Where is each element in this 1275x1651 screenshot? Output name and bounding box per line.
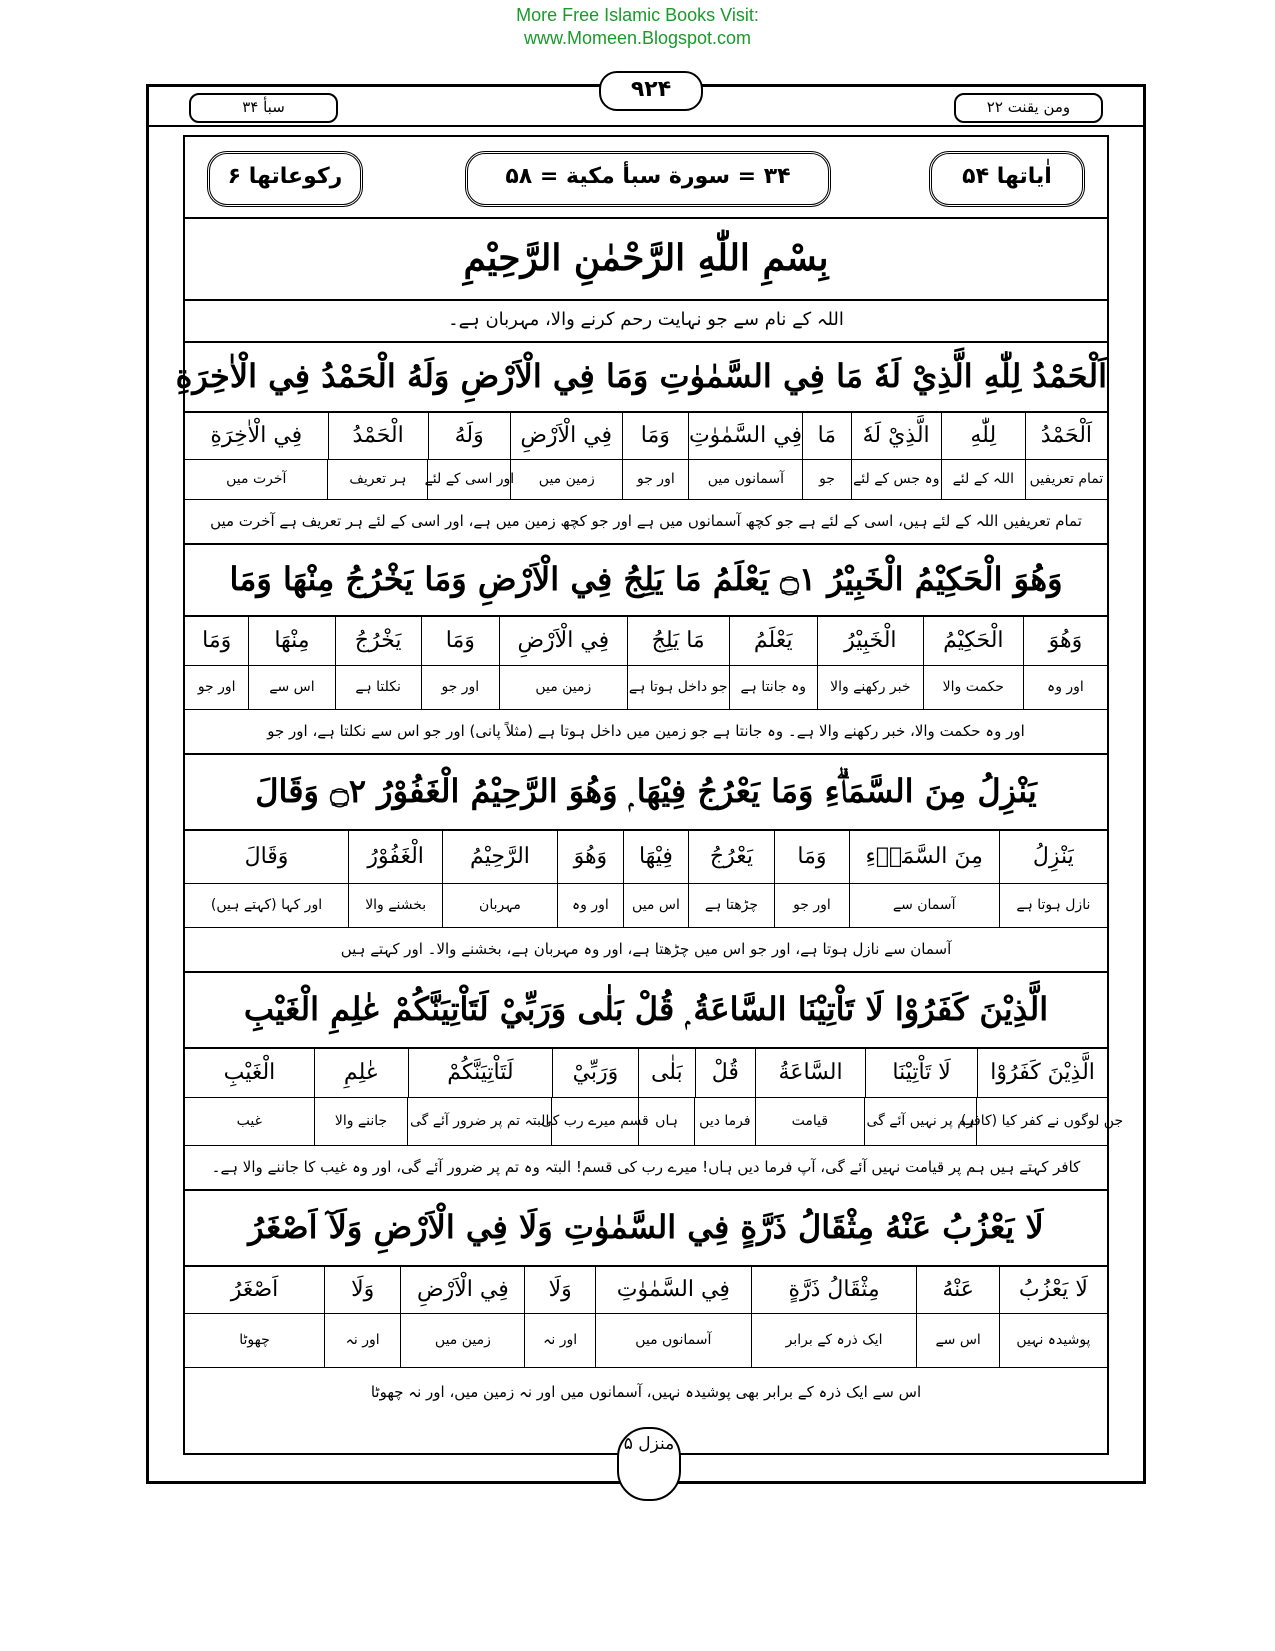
word: فِي الْاٰخِرَةِ	[210, 422, 303, 448]
meaning: اور نہ	[524, 1313, 594, 1367]
word: وَهُوَ	[557, 829, 624, 883]
meaning: اللہ کے لئے	[941, 459, 1025, 499]
word: الْغَيْبِ	[223, 1059, 276, 1085]
meaning: اس سے	[248, 665, 334, 709]
para-name-label: ومن يقنت ۲۲	[954, 93, 1103, 123]
meaning: قیامت	[755, 1097, 865, 1145]
verse-3-translation: آسمان سے نازل ہوتا ہے، اور جو اس میں چڑھتا ہے، اور وہ مہربان ہے، بخشنے والا۔ اور کہتے ہیں	[185, 927, 1107, 973]
word: لَا يَعْزُبُ	[999, 1265, 1107, 1313]
meaning: خبر رکھنے والا	[817, 665, 923, 709]
ayat-count: اٰیاتها ۵۴	[929, 151, 1085, 207]
verse-3-meanings	[185, 883, 1107, 928]
verse-1-translation: تمام تعریفیں اللہ کے لئے ہیں، اسی کے لئے ہے جو کچھ آسمانوں میں ہے اور جو کچھ زمین میں ہے، اور اسی کے لئے ہر تعریف ہے آخرت میں	[185, 499, 1107, 545]
verse-1-arabic: اَلْحَمْدُ لِلّٰهِ الَّذِيْ لَهٗ مَا فِي السَّمٰوٰتِ وَمَا فِي الْاَرْضِ وَلَهُ الْحَمْدُ فِي الْاٰخِرَةِ	[185, 341, 1107, 413]
word: يَعْرُجُ	[688, 829, 774, 883]
word: الْحَكِيْمُ	[923, 615, 1023, 665]
word: وَلَا	[324, 1265, 400, 1313]
meaning: وہ جس کے لئے	[851, 459, 941, 499]
word: الرَّحِيْمُ	[442, 829, 556, 883]
meaning: اور وہ	[557, 883, 624, 927]
surah-title: ۳۴ = سورة سبأ مكية = ۵۸	[465, 151, 831, 207]
word: وَمَا	[202, 627, 232, 653]
word: وَلَا	[524, 1265, 594, 1313]
verse-5-meanings	[185, 1313, 1107, 1368]
verse-4-meanings	[185, 1097, 1124, 1146]
word: وَمَا	[774, 829, 849, 883]
meaning: آخرت میں	[226, 471, 287, 487]
page-frame	[146, 77, 1146, 1484]
word: وَلَهُ	[428, 411, 510, 459]
meaning: آسمانوں میں	[688, 459, 802, 499]
word: مَا	[802, 411, 851, 459]
verse-4-arabic: الَّذِيْنَ كَفَرُوْا لَا تَاْتِيْنَا السَّاعَةُ ۭ قُلْ بَلٰى وَرَبِّيْ لَتَاْتِيَنَّكُمْ عٰلِمِ الْغَيْبِ	[185, 971, 1107, 1049]
meaning: نکلتا ہے	[335, 665, 421, 709]
meaning: اور جو	[197, 679, 236, 695]
meaning: تمام تعریفیں	[1025, 459, 1107, 499]
verse-4-words	[185, 1047, 1107, 1098]
word: اَصْغَرُ	[230, 1276, 279, 1302]
meaning: ایک ذرہ کے برابر	[751, 1313, 917, 1367]
banner-line-2[interactable]: www.Momeen.Blogspot.com	[523, 28, 752, 48]
word: السَّاعَةُ	[755, 1047, 865, 1097]
meaning: چڑھتا ہے	[688, 883, 774, 927]
meaning: قسم میرے رب کی	[551, 1097, 638, 1145]
surah-title-row	[185, 137, 1107, 219]
meaning: جو داخل ہوتا ہے	[627, 665, 729, 709]
word: الَّذِيْنَ كَفَرُوْا	[977, 1047, 1107, 1097]
word: اَلْحَمْدُ	[1025, 411, 1107, 459]
meaning: جو	[802, 459, 850, 499]
meaning: ہر تعریف	[327, 459, 427, 499]
meaning: مہربان	[442, 883, 556, 927]
word: الْغَفُوْرُ	[348, 829, 442, 883]
page-number: ۹۲۴	[599, 71, 703, 111]
meaning: ہم پر نہیں آئے گی	[864, 1097, 976, 1145]
meaning: اور کہا (کہتے ہیں)	[210, 897, 323, 913]
word: وَرَبِّيْ	[552, 1047, 638, 1097]
meaning: جن لوگوں نے کفر کیا (کافر)	[976, 1097, 1107, 1145]
verse-3-words	[185, 829, 1107, 884]
word: يَخْرُجُ	[335, 615, 421, 665]
verse-1-words	[185, 411, 1107, 460]
meaning: غیب	[236, 1113, 262, 1129]
verse-3-arabic: يَنْزِلُ مِنَ السَّمَاۗءِ وَمَا يَعْرُجُ فِيْهَا ۭ وَهُوَ الرَّحِيْمُ الْغَفُوْرُ ۝۲ وَقَالَ	[185, 753, 1107, 831]
verse-5-translation: اس سے ایک ذرہ کے برابر بھی پوشیدہ نہیں، آسمانوں میں اور نہ زمین میں، اور نہ چھوٹا	[370, 1383, 922, 1401]
word: لِلّٰهِ	[941, 411, 1025, 459]
verse-2-words	[185, 615, 1107, 666]
word: عٰلِمِ	[314, 1047, 408, 1097]
word: فِي السَّمٰوٰتِ	[595, 1265, 751, 1313]
meaning: اور جو	[421, 665, 499, 709]
meaning: آسمان سے	[849, 883, 999, 927]
word: مِثْقَالُ ذَرَّةٍ	[751, 1265, 917, 1313]
meaning: آسمانوں میں	[595, 1313, 751, 1367]
meaning: زمین میں	[499, 665, 627, 709]
meaning: ہاں	[638, 1097, 694, 1145]
word: عَنْهُ	[916, 1265, 998, 1313]
verse-1-meanings	[185, 459, 1107, 500]
ruku-count: رکوعاتها ۶	[207, 151, 363, 207]
surah-name-label: سبأ ۳۴	[189, 93, 338, 123]
word: بَلٰى	[638, 1047, 695, 1097]
word: وَمَا	[421, 615, 499, 665]
word: قُلْ	[695, 1047, 755, 1097]
word: فِي الْاَرْضِ	[510, 411, 622, 459]
meaning: اور وہ	[1023, 665, 1107, 709]
word: لَا تَاْتِيْنَا	[865, 1047, 977, 1097]
bismillah: بِسْمِ اللّٰهِ الرَّحْمٰنِ الرَّحِيْمِ	[185, 217, 1107, 301]
meaning: اس میں	[623, 883, 688, 927]
meaning: اور جو	[622, 459, 688, 499]
word: وَهُوَ	[1023, 615, 1107, 665]
bismillah-translation: اللہ کے نام سے جو نہایت رحم کرنے والا، مہربان ہے۔	[185, 299, 1107, 343]
meaning: فرما دیں	[694, 1097, 754, 1145]
word: فِيْهَا	[623, 829, 688, 883]
word: يَنْزِلُ	[999, 829, 1107, 883]
verse-2-translation: اور وہ حکمت والا، خبر رکھنے والا ہے۔ وہ جانتا ہے جو زمین میں داخل ہوتا ہے (مثلاً پانی) اور جو اس سے نکلتا ہے، اور جو	[185, 709, 1107, 755]
banner-line-1: More Free Islamic Books Visit:	[516, 5, 759, 25]
meaning: پوشیدہ نہیں	[999, 1313, 1107, 1367]
meaning: وہ جانتا ہے	[729, 665, 817, 709]
word: مِنَ السَّمَاۗءِ	[849, 829, 999, 883]
verse-5-words	[185, 1265, 1107, 1314]
word: فِي السَّمٰوٰتِ	[688, 411, 802, 459]
meaning: اس سے	[916, 1313, 998, 1367]
verse-2-meanings	[185, 665, 1107, 710]
word: مَا يَلِجُ	[627, 615, 729, 665]
word: لَتَاْتِيَنَّكُمْ	[408, 1047, 552, 1097]
meaning: زمین میں	[400, 1313, 524, 1367]
word: الْخَبِيْرُ	[817, 615, 923, 665]
meaning: اور اسی کے لئے	[427, 459, 510, 499]
meaning: اور نہ	[324, 1313, 400, 1367]
page-header	[149, 77, 1143, 127]
meaning: البتہ تم پر ضرور آئے گی	[407, 1097, 550, 1145]
word: وَمَا	[622, 411, 688, 459]
promo-banner	[0, 4, 1275, 50]
verse-5-arabic: لَا يَعْزُبُ عَنْهُ مِثْقَالُ ذَرَّةٍ فِي السَّمٰوٰتِ وَلَا فِي الْاَرْضِ وَلَآ اَصْغَرُ	[185, 1189, 1107, 1267]
meaning: اور جو	[774, 883, 849, 927]
content-area	[175, 135, 1124, 1455]
verse-4-translation: کافر کہتے ہیں ہم پر قیامت نہیں آئے گی، آپ فرما دیں ہاں! میرے رب کی قسم! البتہ وہ تم پر ضرور آئے گی، اور وہ غیب کا جاننے والا ہے۔	[185, 1145, 1107, 1191]
meaning: چھوٹا	[239, 1332, 270, 1348]
manzil-marker: منزل ۵	[617, 1427, 681, 1501]
meaning: نازل ہوتا ہے	[999, 883, 1107, 927]
word: فِي الْاَرْضِ	[400, 1265, 524, 1313]
verse-2-arabic: وَهُوَ الْحَكِيْمُ الْخَبِيْرُ ۝۱ يَعْلَمُ مَا يَلِجُ فِي الْاَرْضِ وَمَا يَخْرُجُ مِنْهَا وَمَا	[185, 543, 1107, 617]
word: يَعْلَمُ	[729, 615, 817, 665]
meaning: زمین میں	[510, 459, 622, 499]
word: الَّذِيْ لَهٗ	[851, 411, 941, 459]
meaning: حکمت والا	[923, 665, 1023, 709]
meaning: بخشنے والا	[348, 883, 442, 927]
word: الْحَمْدُ	[328, 411, 428, 459]
word: مِنْهَا	[248, 615, 334, 665]
meaning: جاننے والا	[314, 1097, 408, 1145]
word: فِي الْاَرْضِ	[499, 615, 627, 665]
word: وَقَالَ	[244, 843, 289, 869]
